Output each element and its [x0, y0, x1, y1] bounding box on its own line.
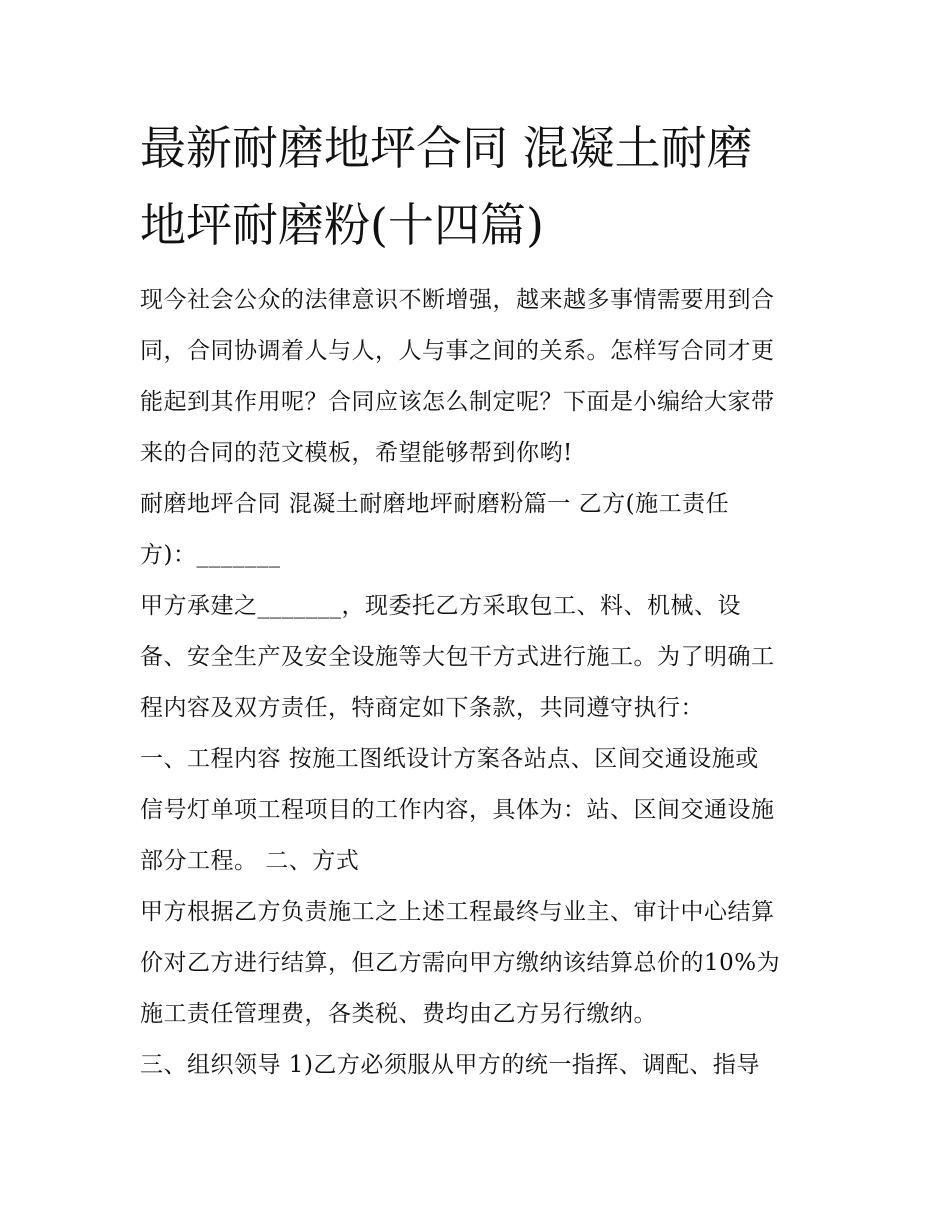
body-line: 施工责任管理费，各类税、费均由乙方另行缴纳。 [140, 1001, 657, 1027]
section-heading-line: 耐磨地坪合同 混凝土耐磨地坪耐磨粉篇一 乙方(施工责任 [140, 491, 730, 517]
body-line: 同，合同协调着人与人，人与事之间的关系。怎样写合同才更 [140, 338, 775, 364]
body-line: 程内容及双方责任，特商定如下条款，共同遵守执行： [140, 695, 704, 721]
document-title-line-2: 地坪耐磨粉(十四篇) [140, 198, 544, 252]
body-line: 信号灯单项工程项目的工作内容，具体为：站、区间交通设施 [140, 797, 775, 823]
document-title-line-1: 最新耐磨地坪合同 混凝土耐磨 [140, 121, 753, 175]
body-line: 价对乙方进行结算，但乙方需向甲方缴纳该结算总价的10%为 [140, 950, 781, 976]
body-line: 能起到其作用呢？合同应该怎么制定呢？下面是小编给大家带 [140, 389, 775, 415]
body-line: 备、安全生产及安全设施等大包干方式进行施工。为了明确工 [140, 644, 775, 670]
body-line: 一、工程内容 按施工图纸设计方案各站点、区间交通设施或 [140, 746, 759, 772]
body-line: 现今社会公众的法律意识不断增强，越来越多事情需要用到合 [140, 287, 775, 313]
body-line: 来的合同的范文模板，希望能够帮到你哟! [140, 440, 573, 466]
body-line: 部分工程。 二、方式 [140, 848, 360, 874]
body-line: 甲方根据乙方负责施工之上述工程最终与业主、审计中心结算 [140, 899, 775, 925]
body-line: 方)：_______ [140, 542, 281, 568]
body-line: 三、组织领导 1)乙方必须服从甲方的统一指挥、调配、指导 [140, 1052, 760, 1078]
body-line: 甲方承建之_______，现委托乙方采取包工、料、机械、设 [140, 593, 741, 619]
